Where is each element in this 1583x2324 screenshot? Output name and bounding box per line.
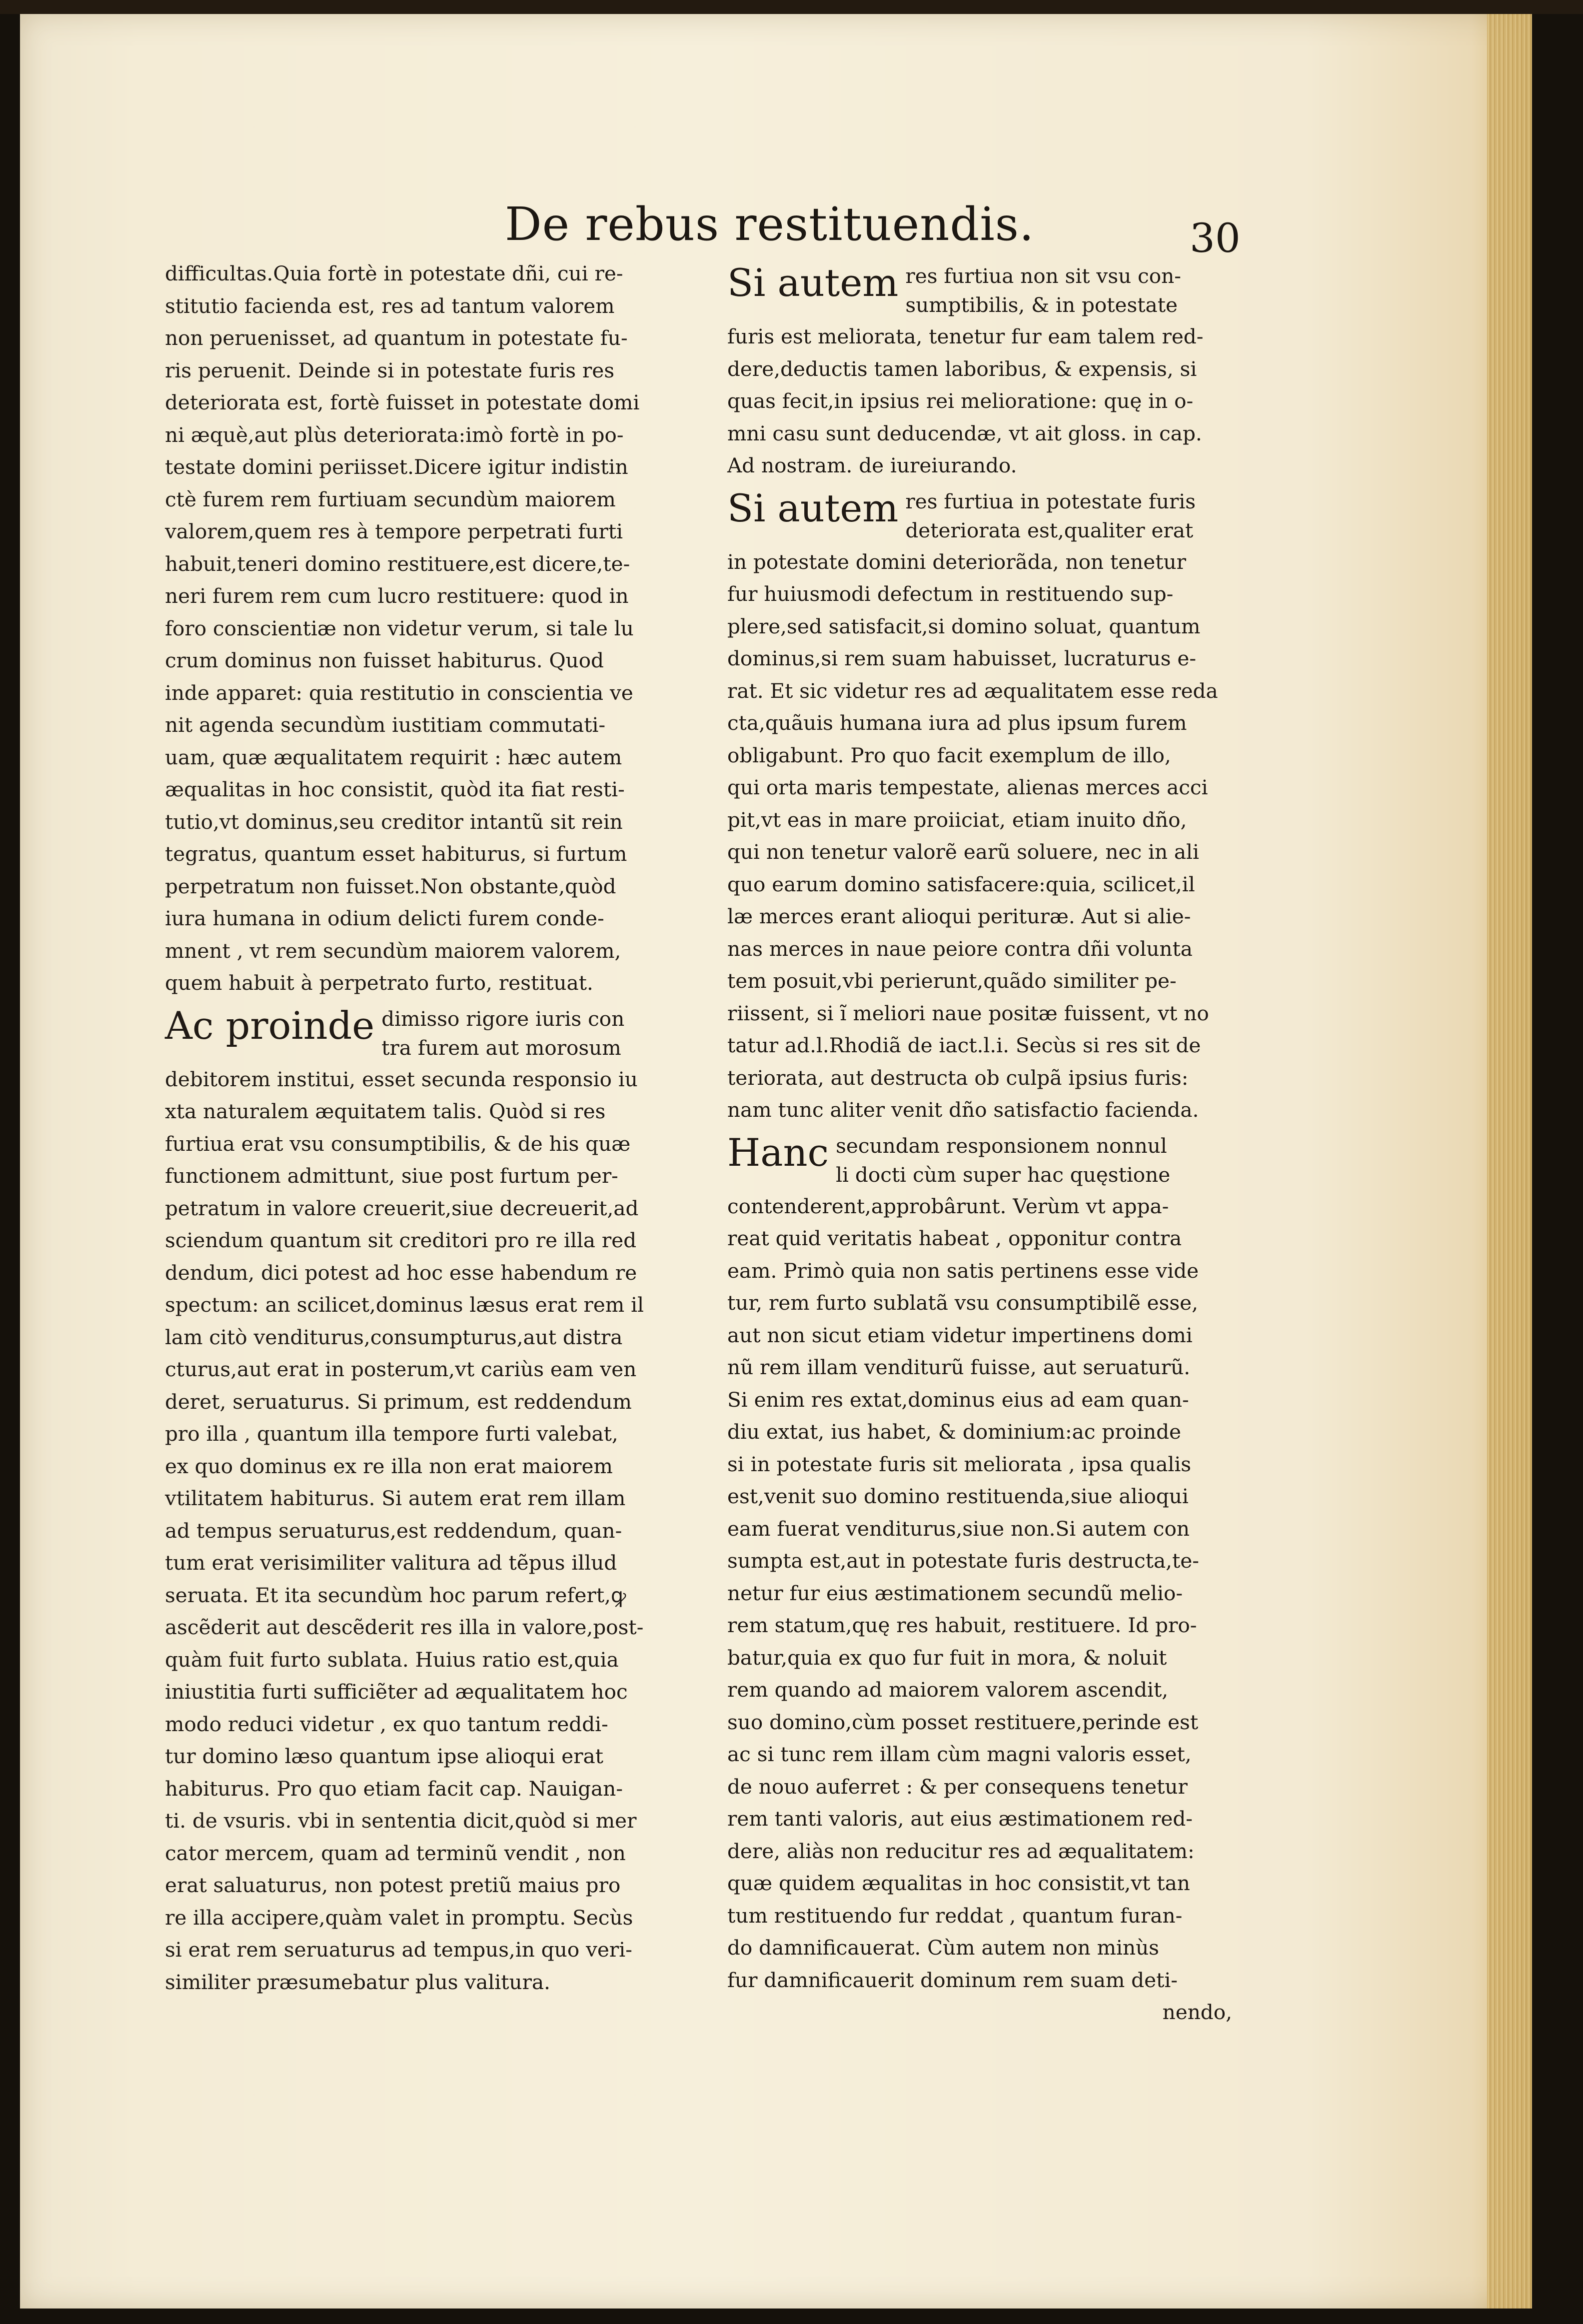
- text-line: dimisso rigore iuris con: [381, 1006, 625, 1031]
- text-line: spectum: an scilicet,dominus læsus erat rem il: [165, 1293, 644, 1317]
- text-line: quæ quidem æqualitas in hoc consistit,vt tan: [727, 1871, 1190, 1895]
- right-paragraph-3-body: [727, 1190, 1252, 1997]
- text-line: in potestate domini deteriorãda, non tenetur: [727, 549, 1186, 574]
- text-line: tum erat verisimiliter valitura ad tẽpus illud: [165, 1551, 617, 1575]
- text-line: qui orta maris tempestate, alienas merces acci: [727, 775, 1208, 799]
- text-line: secundam responsionem nonnul: [836, 1133, 1167, 1158]
- right-paragraph-2-body: [727, 546, 1252, 1126]
- text-line: testate domini periisset.Dicere igitur indistin: [165, 455, 628, 479]
- text-line: re illa accipere,quàm valet in promptu. Secùs: [165, 1905, 633, 1930]
- text-line: uam, quæ æqualitatem requirit : hæc autem: [165, 745, 622, 769]
- text-line: ni æquè,aut plùs deteriorata:imò fortè in po-: [165, 422, 624, 447]
- text-line: qui non tenetur valorẽ earũ soluere, nec in ali: [727, 840, 1199, 864]
- initial-side-lines: [836, 1131, 1170, 1189]
- text-line: cturus,aut erat in posterum,vt cariùs eam ven: [165, 1357, 637, 1381]
- text-line: riissent, si ĩ meliori naue positæ fuissent, vt no: [727, 1001, 1209, 1025]
- page-fore-edge: [1487, 14, 1532, 2309]
- right-paragraph-3: [727, 1131, 1252, 1189]
- text-line: ris peruenit. Deinde si in potestate furis res: [165, 358, 615, 382]
- text-line: xta naturalem æquitatem talis. Quòd si res: [165, 1099, 606, 1123]
- page-number: 30: [1190, 215, 1241, 261]
- left-paragraph-2-body: [165, 1063, 690, 1999]
- left-paragraph-2: [165, 1004, 690, 1062]
- right-paragraph-1: [727, 261, 1252, 319]
- text-line: quem habuit à perpetrato furto, restituat.: [165, 971, 593, 995]
- text-line: cator mercem, quam ad terminũ vendit , non: [165, 1841, 626, 1865]
- text-line: æqualitas in hoc consistit, quòd ita fiat resti-: [165, 777, 625, 801]
- text-line: cta,quãuis humana iura ad plus ipsum furem: [727, 711, 1187, 735]
- text-line: mni casu sunt deducendæ, vt ait gloss. in cap.: [727, 421, 1202, 445]
- text-line: similiter præsumebatur plus valitura.: [165, 1970, 551, 1994]
- text-line: si erat rem seruaturus ad tempus,in quo veri-: [165, 1938, 632, 1962]
- text-line: dominus,si rem suam habuisset, lucraturus e-: [727, 646, 1197, 670]
- text-line: si in potestate furis sit meliorata , ipsa qualis: [727, 1452, 1192, 1476]
- text-line: stitutio facienda est, res ad tantum valorem: [165, 293, 615, 318]
- text-line: quo earum domino satisfacere:quia, scilicet,il: [727, 872, 1195, 896]
- display-initial-words: Ac proinde: [165, 1003, 375, 1048]
- text-line: pit,vt eas in mare proiiciat, etiam inuito dño,: [727, 807, 1187, 832]
- text-line: contenderent,approbârunt. Verùm vt appa-: [727, 1194, 1169, 1218]
- text-line: mnent , vt rem secundùm maiorem valorem,: [165, 938, 621, 963]
- text-line: erat saluaturus, non potest pretiũ maius pro: [165, 1873, 621, 1897]
- display-initial-words: Si autem: [727, 485, 899, 530]
- text-line: neri furem rem cum lucro restituere: quod in: [165, 584, 629, 608]
- catchword: nendo,: [1162, 2000, 1232, 2024]
- left-paragraph-1: [165, 257, 690, 999]
- text-line: teriorata, aut destructa ob culpã ipsius furis:: [727, 1065, 1189, 1090]
- text-line: ti. de vsuris. vbi in sententia dicit,quòd si mer: [165, 1809, 637, 1833]
- text-line: suo domino,cùm posset restituere,perinde est: [727, 1710, 1199, 1734]
- text-line: fur huiusmodi defectum in restituendo sup-: [727, 582, 1174, 606]
- text-line: li docti cùm super hac quęstione: [836, 1162, 1171, 1187]
- text-line: tutio,vt dominus,seu creditor intantũ sit rein: [165, 809, 623, 834]
- binding-top-edge: [0, 0, 1583, 14]
- text-line: deret, seruaturus. Si primum, est reddendum: [165, 1389, 632, 1414]
- text-line: ex quo dominus ex re illa non erat maiorem: [165, 1454, 613, 1478]
- text-line: sumpta est,aut in potestate furis destructa,te-: [727, 1549, 1199, 1573]
- text-line: quàm fuit furto sublata. Huius ratio est,quia: [165, 1647, 619, 1672]
- text-line: difficultas.Quia fortè in potestate dñi, cui re-: [165, 261, 623, 285]
- right-paragraph-2: [727, 487, 1252, 545]
- text-line: rem statum,quę res habuit, restituere. Id pro-: [727, 1613, 1197, 1637]
- text-line: læ merces erant alioqui perituræ. Aut si alie-: [727, 904, 1191, 928]
- text-line: obligabunt. Pro quo facit exemplum de illo,: [727, 743, 1171, 767]
- text-line: functionem admittunt, siue post furtum per-: [165, 1164, 618, 1188]
- text-line: fur damnificauerit dominum rem suam deti-: [727, 1968, 1178, 1992]
- text-line: Ad nostram. de iureiurando.: [727, 453, 1017, 477]
- text-line: de nouo auferret : & per consequens tenetur: [727, 1774, 1188, 1799]
- text-line: ac si tunc rem illam cùm magni valoris esset,: [727, 1742, 1192, 1766]
- text-line: habuit,teneri domino restituere,est dicere,te-: [165, 551, 630, 576]
- text-line: crum dominus non fuisset habiturus. Quod: [165, 648, 604, 672]
- text-line: res furtiua non sit vsu con-: [905, 264, 1181, 288]
- text-line: modo reduci videtur , ex quo tantum reddi-: [165, 1712, 608, 1736]
- text-line: iniustitia furti sufficiẽter ad æqualitatem hoc: [165, 1680, 628, 1704]
- text-line: dere, aliàs non reducitur res ad æqualitatem:: [727, 1839, 1195, 1863]
- text-line: tum restituendo fur reddat , quantum furan-: [727, 1903, 1183, 1928]
- text-line: do damnificauerat. Cùm autem non minùs: [727, 1936, 1159, 1960]
- text-line: sumptibilis, & in potestate: [905, 293, 1178, 317]
- display-initial-words: Si autem: [727, 260, 899, 305]
- running-head: De rebus restituendis.: [505, 197, 1035, 251]
- text-line: netur fur eius æstimationem secundũ melio-: [727, 1581, 1183, 1605]
- text-line: est,venit suo domino restituenda,siue alioqui: [727, 1484, 1189, 1508]
- text-line: inde apparet: quia restitutio in conscientia ve: [165, 680, 633, 705]
- display-initial-words: Hanc: [727, 1130, 829, 1175]
- text-line: deteriorata est, fortè fuisset in potestate domi: [165, 390, 640, 414]
- text-line: res furtiua in potestate furis: [905, 489, 1196, 513]
- text-line: lam citò venditurus,consumpturus,aut distra: [165, 1325, 623, 1349]
- text-line: nas merces in naue peiore contra dñi volunta: [727, 936, 1193, 961]
- text-line: batur,quia ex quo fur fuit in mora, & noluit: [727, 1645, 1167, 1670]
- text-line: ad tempus seruaturus,est reddendum, quan-: [165, 1518, 622, 1543]
- text-line: pro illa , quantum illa tempore furti valebat,: [165, 1422, 618, 1446]
- text-line: habiturus. Pro quo etiam facit cap. Nauigan-: [165, 1776, 623, 1801]
- initial-side-lines: [905, 487, 1196, 545]
- text-line: ctè furem rem furtiuam secundùm maiorem: [165, 487, 616, 511]
- text-line: dendum, dici potest ad hoc esse habendum re: [165, 1260, 637, 1285]
- text-line: furis est meliorata, tenetur fur eam talem red-: [727, 324, 1204, 348]
- text-line: tra furem aut morosum: [381, 1035, 621, 1060]
- right-paragraph-1-body: [727, 320, 1252, 482]
- text-line: vtilitatem habiturus. Si autem erat rem illam: [165, 1486, 626, 1510]
- text-line: nam tunc aliter venit dño satisfactio facienda.: [727, 1098, 1199, 1122]
- text-line: eam fuerat venditurus,siue non.Si autem con: [727, 1516, 1190, 1541]
- initial-side-lines: [905, 261, 1181, 319]
- text-line: reat quid veritatis habeat , opponitur contra: [727, 1226, 1182, 1250]
- right-column: [727, 261, 1252, 2029]
- text-line: rem tanti valoris, aut eius æstimationem red-: [727, 1807, 1193, 1831]
- text-line: dere,deductis tamen laboribus, & expensis, si: [727, 356, 1197, 381]
- text-line: tegratus, quantum esset habiturus, si furtum: [165, 842, 627, 866]
- text-line: tem posuit,vbi perierunt,quãdo similiter pe-: [727, 969, 1177, 993]
- text-line: plere,sed satisfacit,si domino soluat, quantum: [727, 614, 1201, 638]
- text-line: eam. Primò quia non satis pertinens esse vide: [727, 1258, 1199, 1283]
- text-line: diu extat, ius habet, & dominium:ac proinde: [727, 1420, 1181, 1444]
- text-line: tur domino læso quantum ipse alioqui erat: [165, 1744, 604, 1768]
- text-line: valorem,quem res à tempore perpetrati furti: [165, 519, 623, 543]
- left-column: [165, 257, 690, 1998]
- text-line: nũ rem illam venditurũ fuisse, aut seruaturũ.: [727, 1355, 1191, 1379]
- text-line: tatur ad.l.Rhodiã de iact.l.i. Secùs si res sit de: [727, 1033, 1201, 1057]
- text-line: petratum in valore creuerit,siue decreuerit,ad: [165, 1196, 639, 1220]
- text-line: deteriorata est,qualiter erat: [905, 518, 1194, 542]
- text-line: rem quando ad maiorem valorem ascendit,: [727, 1678, 1169, 1702]
- text-line: perpetratum non fuisset.Non obstante,quòd: [165, 874, 616, 898]
- initial-side-lines: [381, 1004, 624, 1062]
- text-line: seruata. Et ita secundùm hoc parum refert,ꝙ: [165, 1583, 626, 1607]
- text-line: nit agenda secundùm iustitiam commutati-: [165, 713, 606, 737]
- text-line: rat. Et sic videtur res ad æqualitatem esse reda: [727, 678, 1218, 703]
- text-line: sciendum quantum sit creditori pro re illa red: [165, 1228, 637, 1252]
- text-line: debitorem institui, esset secunda responsio iu: [165, 1067, 638, 1091]
- text-line: foro conscientiæ non videtur verum, si tale lu: [165, 616, 634, 640]
- text-line: iura humana in odium delicti furem conde-: [165, 906, 604, 930]
- text-line: Si enim res extat,dominus eius ad eam quan-: [727, 1387, 1189, 1412]
- text-line: aut non sicut etiam videtur impertinens domi: [727, 1323, 1193, 1347]
- text-line: furtiua erat vsu consumptibilis, & de his quæ: [165, 1131, 631, 1156]
- text-line: quas fecit,in ipsius rei melioratione: quę in o-: [727, 389, 1194, 413]
- text-line: tur, rem furto sublatã vsu consumptibilẽ esse,: [727, 1291, 1199, 1315]
- text-line: ascẽderit aut descẽderit res illa in valore,post-: [165, 1615, 644, 1639]
- text-line: non peruenisset, ad quantum in potestate fu-: [165, 326, 628, 350]
